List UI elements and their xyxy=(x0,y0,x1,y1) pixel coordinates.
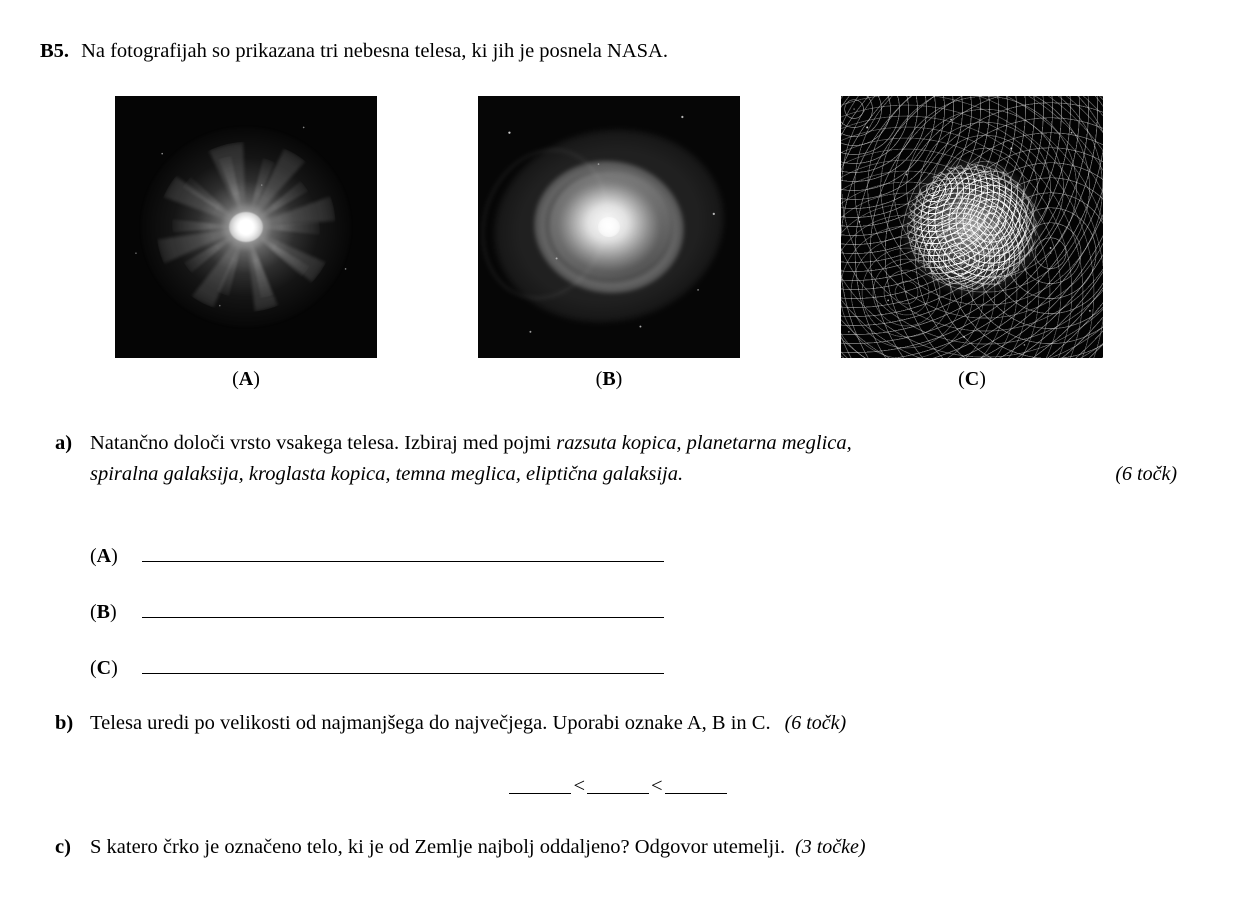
part-a-answer-list xyxy=(90,528,664,696)
caption-letter: B xyxy=(602,368,616,390)
order-separator-2: < xyxy=(651,775,663,797)
figure-c-caption xyxy=(841,368,1103,391)
part-b-letter: b) xyxy=(55,712,74,734)
paren-close: ) xyxy=(110,600,117,623)
part-a-letter: a) xyxy=(55,432,73,454)
answer-letter: A xyxy=(96,544,112,567)
caption-paren-open: ( xyxy=(232,368,239,390)
figure-a-caption xyxy=(115,368,377,391)
nebula-central-star xyxy=(598,217,620,237)
part-b xyxy=(55,708,1195,739)
caption-letter: C xyxy=(964,368,980,390)
answer-letter: B xyxy=(96,600,111,623)
figure-c xyxy=(841,96,1103,390)
part-a-line2 xyxy=(90,459,1195,490)
question-label: B5. xyxy=(40,40,70,62)
caption-paren-open: ( xyxy=(958,368,965,390)
globular-cluster-photo xyxy=(841,96,1103,358)
question-header xyxy=(40,38,668,64)
question-stem: Na fotografijah so prikazana tri nebesna telesa, ki jih je posnela NASA. xyxy=(81,40,668,62)
caption-letter: A xyxy=(238,368,254,390)
part-a-body xyxy=(90,428,1195,490)
part-a-points: (6 točk) xyxy=(1115,463,1177,485)
caption-paren-close: ) xyxy=(979,368,986,390)
part-c-letter: c) xyxy=(55,836,71,858)
answer-row-b xyxy=(90,584,664,640)
answer-tag-c xyxy=(90,657,138,680)
answer-tag-b xyxy=(90,601,138,624)
answer-row-c xyxy=(90,640,664,696)
paren-close: ) xyxy=(111,656,118,679)
answer-blank-a[interactable] xyxy=(142,561,664,562)
figure-a xyxy=(115,96,377,390)
part-a-line1 xyxy=(90,428,1195,459)
part-c-points: (3 točke) xyxy=(795,836,866,858)
figure-b xyxy=(478,96,740,390)
part-a-text: Natančno določi vrsto vsakega telesa. Izbiraj med pojmi xyxy=(90,432,557,454)
paren-open: ( xyxy=(90,544,97,567)
caption-paren-close: ) xyxy=(253,368,260,390)
planetary-nebula-photo xyxy=(478,96,740,358)
part-b-text: Telesa uredi po velikosti od najmanjšega do največjega. Uporabi oznake A, B in C. xyxy=(90,712,771,734)
answer-letter: C xyxy=(96,656,112,679)
answer-tag-a xyxy=(90,545,138,568)
order-separator-1: < xyxy=(573,775,585,797)
paren-open: ( xyxy=(90,600,97,623)
galaxy-core xyxy=(229,212,263,242)
part-a-terms-1: razsuta kopica, planetarna meglica, xyxy=(556,432,852,454)
answer-row-a xyxy=(90,528,664,584)
part-b-points: (6 točk) xyxy=(784,712,847,734)
answer-blank-c[interactable] xyxy=(142,673,664,674)
cluster-core-stars xyxy=(907,164,1037,290)
paren-close: ) xyxy=(111,544,118,567)
caption-paren-close: ) xyxy=(615,368,623,390)
part-a-terms-2: spiralna galaksija, kroglasta kopica, temna meglica, eliptična galaksija. xyxy=(90,463,684,485)
part-c-text: S katero črko je označeno telo, ki je od Zemlje najbolj oddaljeno? Odgovor utemelji. xyxy=(90,836,786,858)
part-b-order-line xyxy=(0,775,1236,798)
figure-b-caption xyxy=(478,368,740,391)
figure-row xyxy=(0,96,1236,396)
order-blank-1[interactable] xyxy=(509,779,571,794)
caption-paren-open: ( xyxy=(595,368,603,390)
part-c xyxy=(55,832,1215,863)
spiral-galaxy-photo xyxy=(115,96,377,358)
order-blank-3[interactable] xyxy=(665,779,727,794)
paren-open: ( xyxy=(90,656,97,679)
answer-blank-b[interactable] xyxy=(142,617,664,618)
part-a xyxy=(55,428,1195,490)
order-blank-2[interactable] xyxy=(587,779,649,794)
